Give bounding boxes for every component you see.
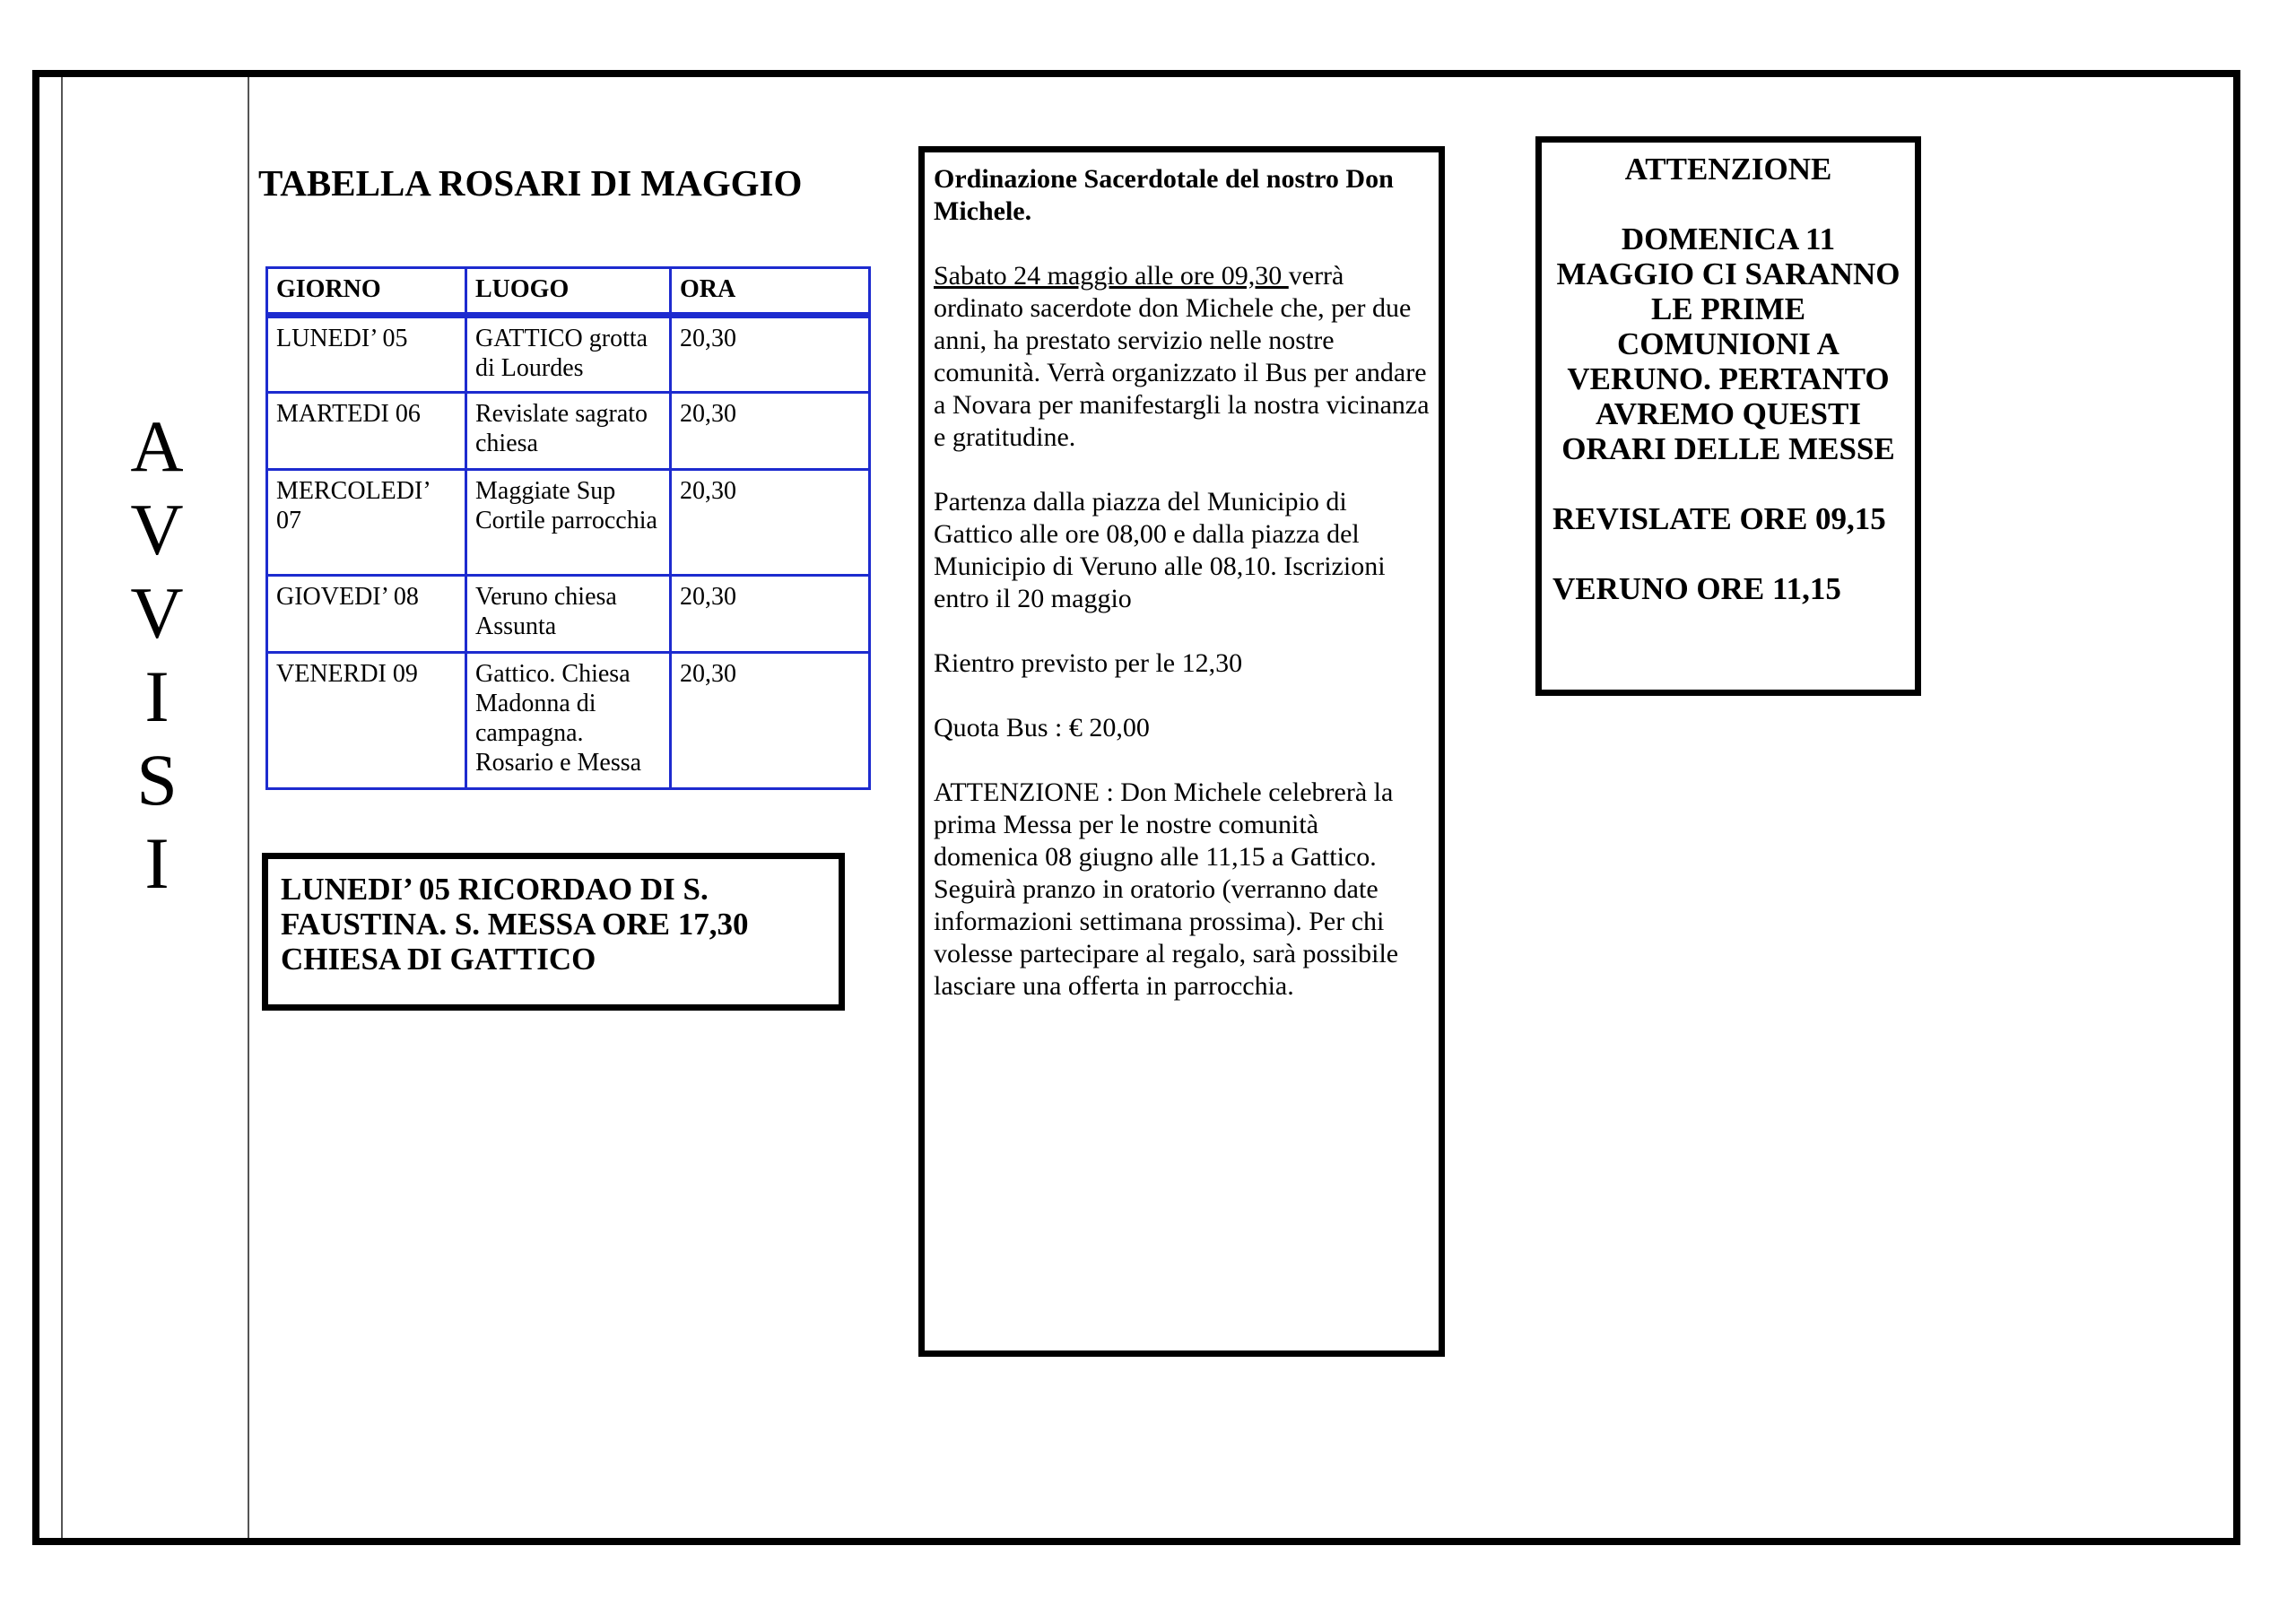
- cell-giorno: LUNEDI’ 05: [267, 316, 466, 393]
- ordinazione-p1-text: verrà ordinato sacerdote don Michele che, per due anni, ha prestato servizio nelle nostre comunità. Verrà organizzato il Bus per andare a Novara per manifestargli la nostra vicinanza e gratitudine.: [934, 261, 1430, 452]
- orario-veruno: VERUNO ORE 11,15: [1552, 571, 1841, 606]
- ordinazione-rientro: Rientro previsto per le 12,30: [934, 648, 1243, 678]
- cell-giorno: GIOVEDI’ 08: [267, 576, 466, 653]
- rosari-title: TABELLA ROSARI DI MAGGIO: [258, 162, 803, 204]
- table-row: [267, 393, 870, 470]
- ordinazione-box: [918, 146, 1445, 1357]
- sidebar-letter: S: [136, 739, 178, 821]
- cell-ora: 20,30: [671, 576, 870, 653]
- ordinazione-partenza: Partenza dalla piazza del Municipio di Gattico alle ore 08,00 e dalla piazza del Municipio di Veruno alle 08,10. Iscrizioni entro il 20 maggio: [934, 487, 1386, 613]
- attenzione-body: DOMENICA 11 MAGGIO CI SARANNO LE PRIME COMUNIONI A VERUNO. PERTANTO AVREMO QUESTI ORARI DELLE MESSE: [1556, 221, 1900, 466]
- rosari-table: [265, 266, 871, 790]
- ordinazione-prima-messa: ATTENZIONE : Don Michele celebrerà la prima Messa per le nostre comunità domenica 08 giugno alle 11,15 a Gattico. Seguirà pranzo in oratorio (verranno date informazioni settimana prossima). Per chi volesse partecipare al regalo, sarà possibile lasciare una offerta in parrocchia.: [934, 777, 1399, 1001]
- lunedi-notice-text: LUNEDI’ 05 RICORDAO DI S. FAUSTINA. S. MESSA ORE 17,30 CHIESA DI GATTICO: [281, 872, 749, 977]
- table-row: [267, 316, 870, 393]
- table-row: [267, 653, 870, 789]
- cell-giorno: MERCOLEDI’ 07: [267, 470, 466, 576]
- ordinazione-date: Sabato 24 maggio alle ore 09,30: [934, 261, 1289, 291]
- cell-ora: 20,30: [671, 316, 870, 393]
- cell-luogo: Veruno chiesa Assunta: [466, 576, 671, 653]
- header-luogo: LUOGO: [466, 268, 671, 316]
- sidebar-letter: I: [144, 656, 170, 737]
- cell-giorno: VENERDI 09: [267, 653, 466, 789]
- sidebar-avvisi: [61, 77, 249, 1538]
- ordinazione-paragraph: [934, 260, 1430, 454]
- sidebar-letter: I: [144, 822, 170, 904]
- orario-revislate: REVISLATE ORE 09,15: [1552, 501, 1886, 536]
- header-giorno: GIORNO: [267, 268, 466, 316]
- cell-ora: 20,30: [671, 653, 870, 789]
- table-header-row: [267, 268, 870, 316]
- ordinazione-quota: Quota Bus : € 20,00: [934, 713, 1150, 743]
- table-row: [267, 576, 870, 653]
- table-row: [267, 470, 870, 576]
- cell-luogo: Revislate sagrato chiesa: [466, 393, 671, 470]
- attenzione-box: [1535, 136, 1921, 696]
- sidebar-letter: V: [130, 489, 184, 570]
- sidebar-letter: V: [130, 572, 184, 654]
- lunedi-notice-box: [262, 853, 845, 1011]
- header-ora: ORA: [671, 268, 870, 316]
- cell-luogo: Maggiate Sup Cortile parrocchia: [466, 470, 671, 576]
- attenzione-title: ATTENZIONE: [1624, 152, 1832, 187]
- cell-ora: 20,30: [671, 470, 870, 576]
- ordinazione-heading: Ordinazione Sacerdotale del nostro Don Michele.: [934, 164, 1394, 226]
- sidebar-letter: A: [130, 405, 184, 487]
- cell-ora: 20,30: [671, 393, 870, 470]
- cell-luogo: GATTICO grotta di Lourdes: [466, 316, 671, 393]
- cell-giorno: MARTEDI 06: [267, 393, 466, 470]
- cell-luogo: Gattico. Chiesa Madonna di campagna. Rosario e Messa: [466, 653, 671, 789]
